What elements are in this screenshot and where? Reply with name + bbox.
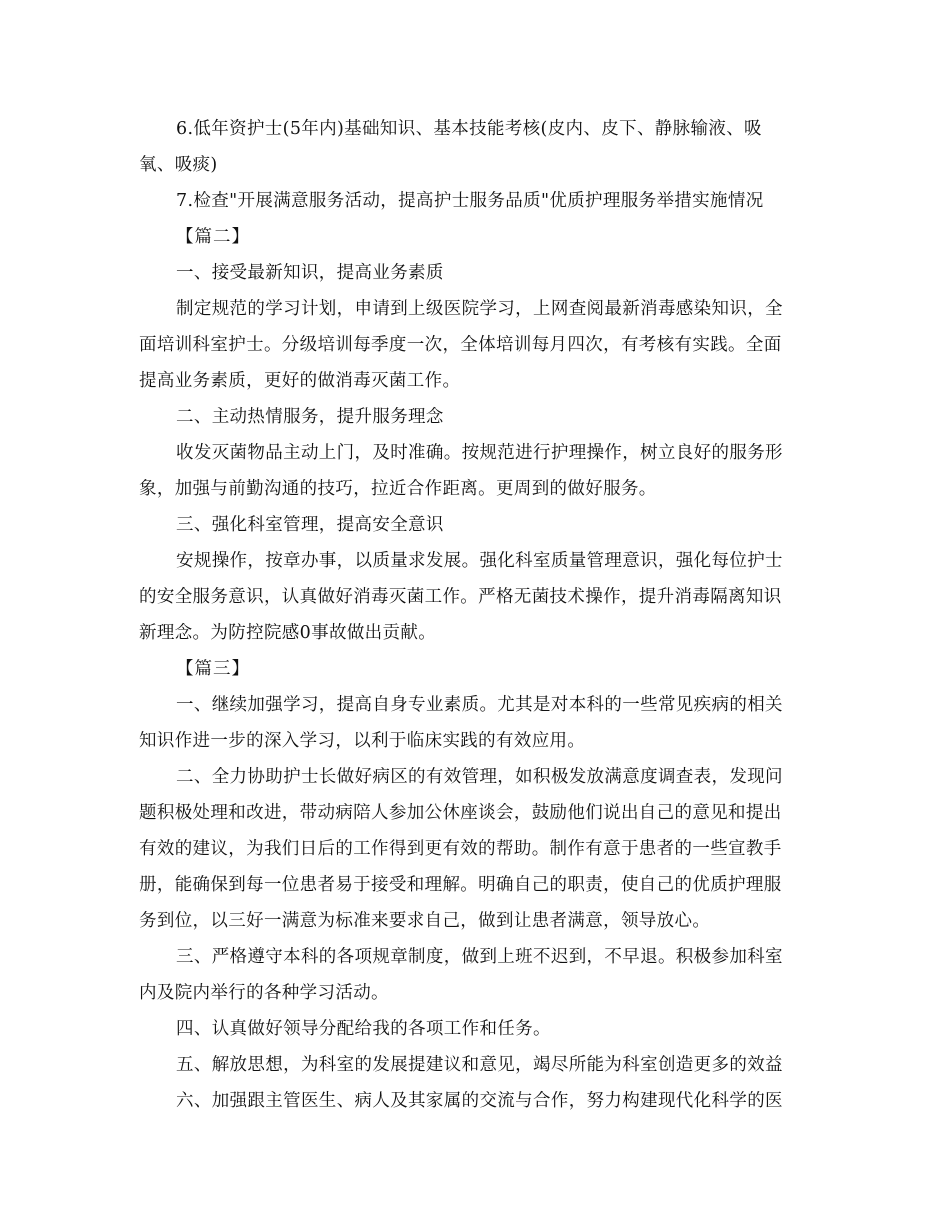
text-line: 内及院内举行的各种学习活动。: [139, 983, 389, 1003]
text-line: 一、接受最新知识，提高业务素质: [176, 263, 444, 283]
text-line: 收发灭菌物品主动上门，及时准确。按规范进行护理操作，树立良好的服务形: [176, 443, 783, 463]
text-line: 有效的建议，为我们日后的工作得到更有效的帮助。制作有意于患者的一些宣教手: [139, 839, 782, 859]
text-line: 象，加强与前勤沟通的技巧，拉近合作距离。更周到的做好服务。: [139, 479, 657, 499]
text-line: 的安全服务意识，认真做好消毒灭菌工作。严格无菌技术操作，提升消毒隔离知识: [139, 587, 782, 607]
text-line: 二、主动热情服务，提升服务理念: [176, 407, 444, 427]
text-line: 四、认真做好领导分配给我的各项工作和任务。: [176, 1019, 551, 1039]
text-line: 提高业务素质，更好的做消毒灭菌工作。: [139, 371, 461, 391]
text-line: 六、加强跟主管医生、病人及其家属的交流与合作，努力构建现代化科学的医: [176, 1091, 783, 1111]
section-heading: 【篇三】: [176, 659, 250, 679]
section-heading: 【篇二】: [176, 227, 250, 247]
text-line: 6.低年资护士(5年内)基础知识、基本技能考核(皮内、皮下、静脉输液、吸: [176, 119, 762, 139]
text-line: 五、解放思想，为科室的发展提建议和意见，竭尽所能为科室创造更多的效益: [176, 1055, 783, 1075]
text-line: 一、继续加强学习，提高自身专业素质。尤其是对本科的一些常见疾病的相关: [176, 695, 783, 715]
text-line: 三、强化科室管理，提高安全意识: [176, 515, 444, 535]
text-line: 三、严格遵守本科的各项规章制度，做到上班不迟到，不早退。积极参加科室: [176, 947, 783, 967]
text-line: 册，能确保到每一位患者易于接受和理解。明确自己的职责，使自己的优质护理服: [139, 875, 782, 895]
text-line: 知识作进一步的深入学习，以利于临床实践的有效应用。: [139, 731, 586, 751]
text-line: 安规操作，按章办事，以质量求发展。强化科室质量管理意识，强化每位护士: [176, 551, 783, 571]
text-line: 二、全力协助护士长做好病区的有效管理，如积极发放满意度调查表，发现问: [176, 767, 783, 787]
text-line: 务到位，以三好一满意为标准来要求自己，做到让患者满意，领导放心。: [139, 911, 711, 931]
text-line: 制定规范的学习计划，申请到上级医院学习，上网查阅最新消毒感染知识，全: [176, 299, 783, 319]
text-line: 7.检查"开展满意服务活动，提高护士服务品质"优质护理服务举措实施情况: [176, 191, 764, 211]
text-line: 新理念。为防控院感0事故做出贡献。: [139, 623, 437, 643]
text-line: 面培训科室护士。分级培训每季度一次，全体培训每月四次，有考核有实践。全面: [139, 335, 782, 355]
text-line: 氧、吸痰): [139, 155, 218, 175]
text-line: 题积极处理和改进，带动病陪人参加公休座谈会，鼓励他们说出自己的意见和提出: [139, 803, 782, 823]
